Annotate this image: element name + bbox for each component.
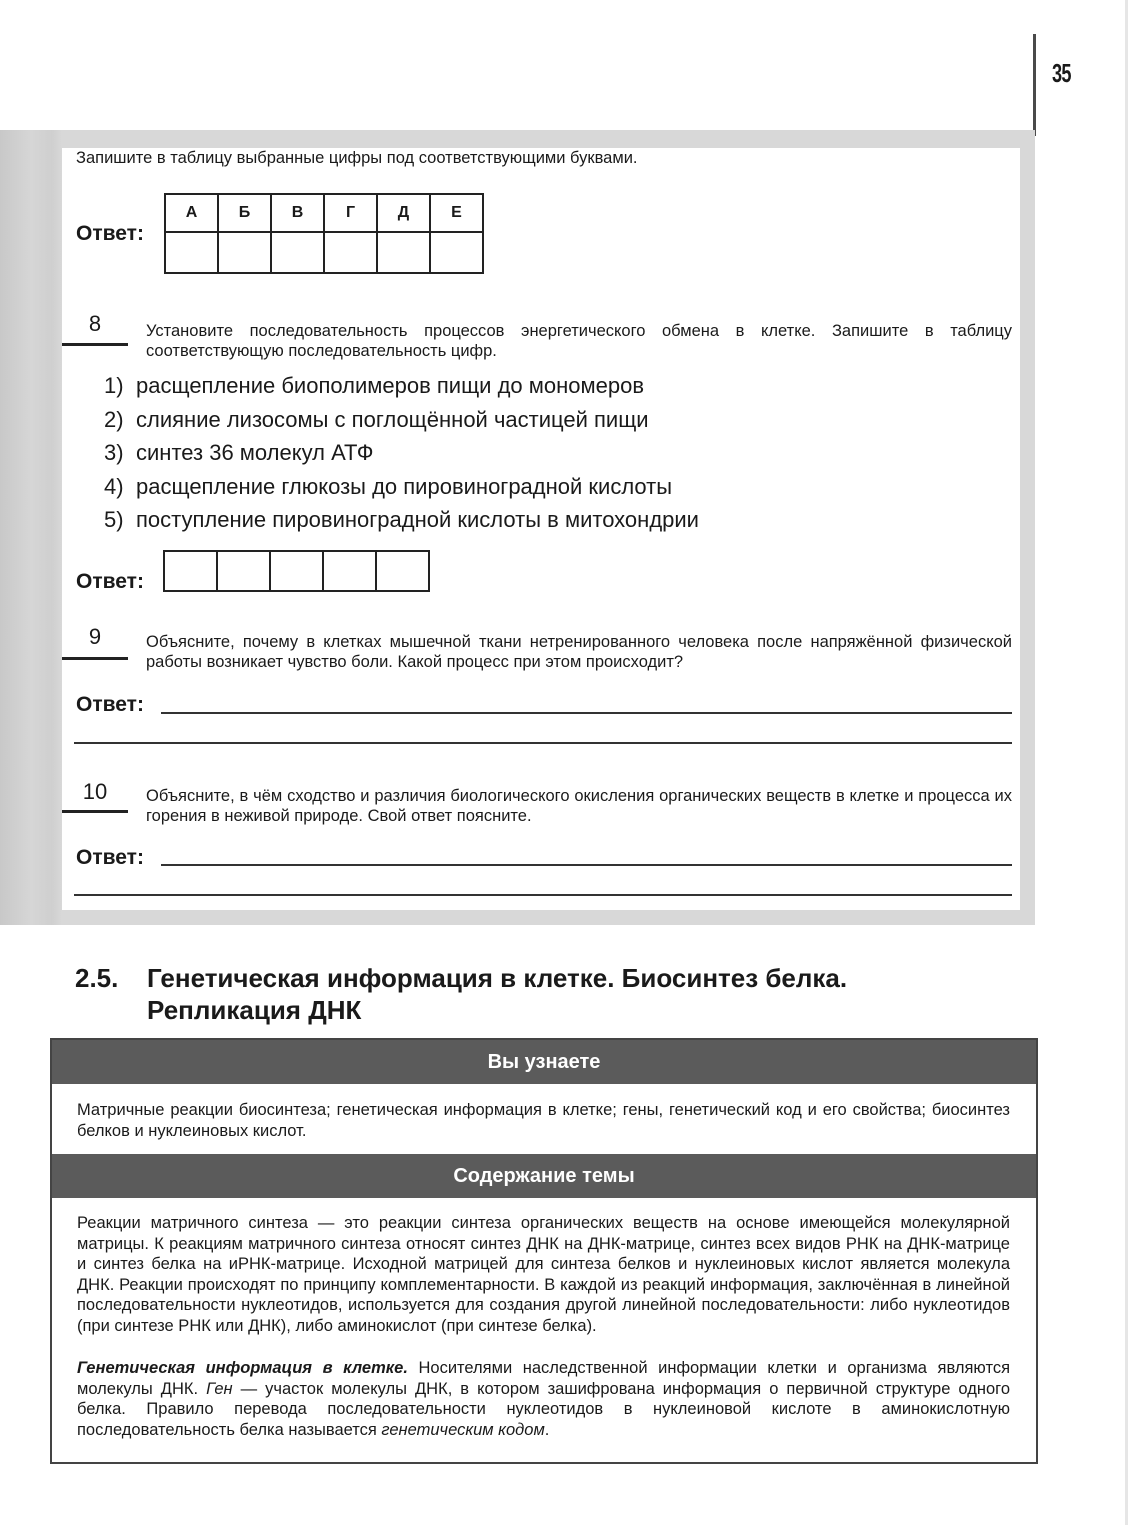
answer-cell[interactable] (164, 551, 217, 591)
task8-answer-label: Ответ: (76, 570, 144, 593)
task9-number: 9 (88, 624, 102, 649)
section-title-line1: Генетическая информация в клетке. Биосинтез белка. (147, 963, 848, 993)
answer-cell[interactable] (218, 232, 271, 273)
answer-cell[interactable] (377, 232, 430, 273)
content-paragraph-2: Генетическая информация в клетке. Носителями наследственной информации клетки и организма являются молекулы ДНК. Ген — участок молекулы ДНК, в котором зашифрована информация о первичной структуре одного белка. Правило перевода последовательности нуклеотидов в нуклеиновой кислоте в аминокислотную последовательность белка называется генетическим кодом. (77, 1359, 1011, 1439)
term-gene: Ген (206, 1379, 233, 1398)
task10-number: 10 (82, 779, 108, 804)
task8-option: 3) синтез 36 молекул АТФ (104, 440, 374, 465)
page-edge (1125, 0, 1128, 1525)
learn-text: Матричные реакции биосинтеза; генетическая информация в клетке; гены, генетический код и его свойства; биосинтез белков и нуклеиновых кислот. (77, 1101, 1010, 1140)
section-info-box (50, 1038, 1038, 1464)
task9-number-bar (62, 657, 128, 660)
section-title (75, 962, 847, 1026)
task9-answer-label: Ответ: (76, 693, 144, 716)
task9-answer-line[interactable] (161, 712, 1012, 714)
task9-answer-line[interactable] (74, 742, 1012, 744)
task7-answer-label: Ответ: (76, 222, 144, 245)
section-number: 2.5. (75, 963, 119, 993)
content-header: Содержание темы (52, 1154, 1036, 1198)
task8-number-bar (62, 343, 128, 346)
task8-text: Установите последовательность процессов энергетического обмена в клетке. Запишите в таблицу соответствующую последовательность цифр. (146, 322, 1012, 360)
letter-cell: Е (430, 194, 483, 232)
answer-cell[interactable] (165, 232, 218, 273)
answer-cell[interactable] (430, 232, 483, 273)
task7-instruction: Запишите в таблицу выбранные цифры под соответствующими буквами. (76, 149, 638, 167)
letter-cell: Д (377, 194, 430, 232)
answer-cell[interactable] (271, 232, 324, 273)
answer-cell[interactable] (270, 551, 323, 591)
task8-option: 5) поступление пировиноградной кислоты в митохондрии (104, 507, 699, 532)
answer-cell[interactable] (324, 232, 377, 273)
page-number: 35 (1052, 58, 1071, 88)
task10-text: Объясните, в чём сходство и различия биологического окисления органических веществ в клетке и процесса их горения в неживой природе. Свой ответ поясните. (146, 787, 1012, 825)
task8-option: 4) расщепление глюкозы до пировиноградной кислоты (104, 474, 673, 499)
content-paragraph-1: Реакции матричного синтеза — это реакции синтеза органических веществ на основе имеющейся молекулярной матрицы. К реакциям матричного синтеза относят синтез ДНК на ДНК-матрице, синтез всех видов РНК на ДНК-матрице и синтез белка на иРНК-матрице. Исходной матрицей для синтеза белков и нуклеиновых кислот является молекула ДНК. Реакции происходят по принципу комплементарности. В каждой из реакций информация, заключённая в линейной последовательности нуклеотидов, используется для создания другой линейной последовательности: либо нуклеотидов (при синтезе РНК или ДНК), либо аминокислот (при синтезе белка). (77, 1214, 1010, 1335)
task9-text: Объясните, почему в клетках мышечной ткани нетренированного человека после напряжённой физической работы возникает чувство боли. Какой процесс при этом происходит? (146, 633, 1012, 671)
answer-cell[interactable] (323, 551, 376, 591)
page-number-rule (1033, 34, 1036, 136)
task8-number: 8 (88, 311, 102, 336)
letter-cell: Б (218, 194, 271, 232)
paragraph-lead: Генетическая информация в клетке. (77, 1359, 408, 1377)
task10-answer-line[interactable] (74, 894, 1012, 896)
task8-answer-table (163, 550, 430, 592)
term-genetic-code: генетическим кодом (381, 1420, 545, 1439)
task10-answer-label: Ответ: (76, 846, 144, 869)
section-title-line2: Репликация ДНК (147, 995, 362, 1025)
letter-cell: Г (324, 194, 377, 232)
task10-number-bar (62, 810, 128, 813)
task8-option: 2) слияние лизосомы с поглощённой частицей пищи (104, 407, 649, 432)
task7-answer-table (164, 193, 484, 274)
learn-header: Вы узнаете (52, 1040, 1036, 1084)
letter-cell: В (271, 194, 324, 232)
letter-cell: А (165, 194, 218, 232)
task10-answer-line[interactable] (161, 864, 1012, 866)
answer-cell[interactable] (217, 551, 270, 591)
task8-option: 1) расщепление биополимеров пищи до мономеров (104, 373, 645, 398)
answer-cell[interactable] (376, 551, 429, 591)
